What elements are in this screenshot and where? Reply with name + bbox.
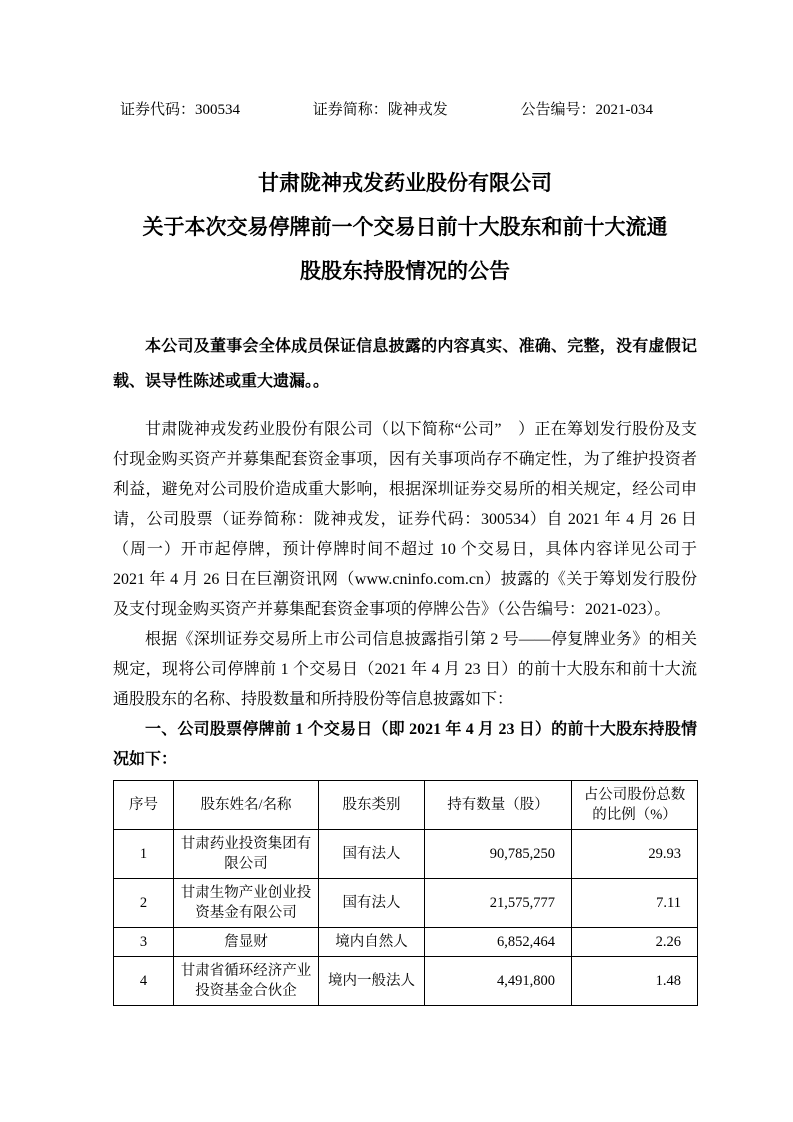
shares-held-cell: 21,575,777 xyxy=(425,879,572,928)
row-index-cell: 2 xyxy=(114,879,174,928)
shareholders-table xyxy=(113,780,698,1006)
ownership-pct-cell: 1.48 xyxy=(572,957,698,1006)
col-header-shares-held: 持有数量（股） xyxy=(425,781,572,830)
stock-code-label: 证券代码：300534 xyxy=(120,102,241,118)
shareholder-name-cell: 甘肃药业投资集团有限公司 xyxy=(174,830,319,879)
table-row xyxy=(114,928,698,957)
row-index-cell: 1 xyxy=(114,830,174,879)
announcement-number-label: 公告编号：2021-034 xyxy=(520,102,653,118)
title-line-company: 甘肃陇神戎发药业股份有限公司 xyxy=(258,171,552,195)
shareholder-type-cell: 境内一般法人 xyxy=(319,957,425,1006)
section-heading-top-ten-shareholders: 一、公司股票停牌前 1 个交易日（即 2021 年 4 月 23 日）的前十大股东持股情况如下： xyxy=(113,721,697,768)
ownership-pct-cell: 2.26 xyxy=(572,928,698,957)
title-line-subject-1: 关于本次交易停牌前一个交易日前十大股东和前十大流通 xyxy=(142,215,668,239)
shareholder-name-cell: 甘肃省循环经济产业投资基金合伙企 xyxy=(174,957,319,1006)
col-header-index: 序号 xyxy=(114,781,174,830)
paragraph-disclosure-basis: 根据《深圳证券交易所上市公司信息披露指引第 2 号——停复牌业务》的相关规定，现将公司停牌前 1 个交易日（2021 年 4 月 23 日）的前十大股东和前十大流通股股东的名称、持股数量和所持股份等信息披露如下： xyxy=(113,631,697,708)
shares-held-cell: 90,785,250 xyxy=(425,830,572,879)
doc-title xyxy=(113,161,697,293)
shareholder-type-cell: 国有法人 xyxy=(319,830,425,879)
shareholder-name-cell: 甘肃生物产业创业投资基金有限公司 xyxy=(174,879,319,928)
col-header-ownership-pct: 占公司股份总数的比例（%） xyxy=(572,781,698,830)
row-index-cell: 4 xyxy=(114,957,174,1006)
table-row xyxy=(114,830,698,879)
title-line-subject-2: 股股东持股情况的公告 xyxy=(300,259,510,283)
body-text xyxy=(113,415,697,775)
shareholder-type-cell: 国有法人 xyxy=(319,879,425,928)
announcement-page xyxy=(113,0,697,1006)
board-declaration: 本公司及董事会全体成员保证信息披露的内容真实、准确、完整，没有虚假记载、误导性陈述或重大遗漏。。 xyxy=(113,338,697,390)
table-row xyxy=(114,879,698,928)
ownership-pct-cell: 29.93 xyxy=(572,830,698,879)
shares-held-cell: 4,491,800 xyxy=(425,957,572,1006)
table-body xyxy=(114,830,698,1006)
stock-name-label: 证券简称：陇神戎发 xyxy=(312,102,448,118)
row-index-cell: 3 xyxy=(114,928,174,957)
col-header-shareholder-name: 股东姓名/名称 xyxy=(174,781,319,830)
col-header-shareholder-type: 股东类别 xyxy=(319,781,425,830)
shareholder-name-cell: 詹显财 xyxy=(174,928,319,957)
table-header-row xyxy=(114,781,698,830)
table-row xyxy=(114,957,698,1006)
shares-held-cell: 6,852,464 xyxy=(425,928,572,957)
doc-header xyxy=(113,101,697,120)
ownership-pct-cell: 7.11 xyxy=(572,879,698,928)
shareholder-type-cell: 境内自然人 xyxy=(319,928,425,957)
paragraph-suspension-notice: 甘肃陇神戎发药业股份有限公司（以下简称“公司” ）正在筹划发行股份及支付现金购买资产并募集配套资金事项，因有关事项尚存不确定性，为了维护投资者利益，避免对公司股价造成重大影响，根据深圳证券交易所的相关规定，经公司申请，公司股票（证券简称：陇神戎发，证券代码：300534）自 2021 年 4 月 26 日（周一）开市起停牌，预计停牌时间不超过 10 个交易日，具体内容详见公司于 2021 年 4 月 26 日在巨潮资讯网（www.cninfo.com.cn）披露的《关于筹划发行股份及支付现金购买资产并募集配套资金事项的停牌公告》（公告编号：2021-023）。 xyxy=(113,421,697,618)
